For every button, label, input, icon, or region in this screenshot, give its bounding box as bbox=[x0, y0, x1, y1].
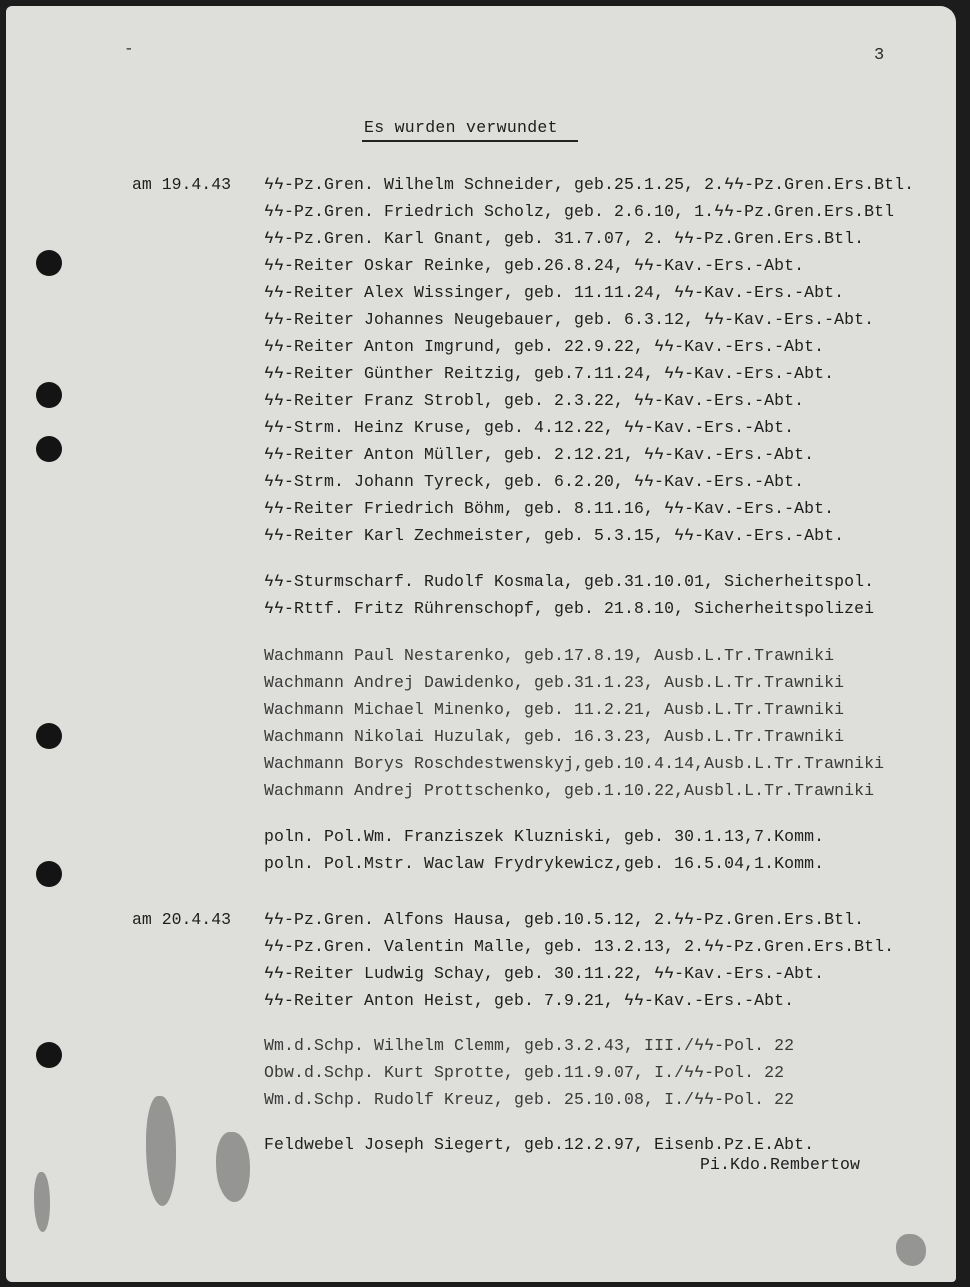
stain bbox=[146, 1096, 176, 1206]
list-item: ϟϟ-Sturmscharf. Rudolf Kosmala, geb.31.10.01, Sicherheitspol. bbox=[264, 572, 875, 591]
punch-hole bbox=[36, 1042, 62, 1068]
corner-mark: - bbox=[124, 40, 134, 58]
list-item: ϟϟ-Reiter Johannes Neugebauer, geb. 6.3.12, ϟϟ-Kav.-Ers.-Abt. bbox=[264, 310, 875, 329]
list-item: ϟϟ-Reiter Anton Imgrund, geb. 22.9.22, ϟϟ-Kav.-Ers.-Abt. bbox=[264, 337, 825, 356]
stain bbox=[896, 1234, 926, 1266]
list-item: ϟϟ-Pz.Gren. Wilhelm Schneider, geb.25.1.25, 2.ϟϟ-Pz.Gren.Ers.Btl. bbox=[264, 175, 915, 194]
list-item: ϟϟ-Reiter Ludwig Schay, geb. 30.11.22, ϟϟ-Kav.-Ers.-Abt. bbox=[264, 964, 825, 983]
list-item: Feldwebel Joseph Siegert, geb.12.2.97, Eisenb.Pz.E.Abt. bbox=[264, 1135, 815, 1154]
list-item: Wachmann Andrej Prottschenko, geb.1.10.22,Ausbl.L.Tr.Trawniki bbox=[264, 781, 875, 800]
list-item: ϟϟ-Pz.Gren. Friedrich Scholz, geb. 2.6.10, 1.ϟϟ-Pz.Gren.Ers.Btl bbox=[264, 202, 895, 221]
list-item: ϟϟ-Reiter Anton Müller, geb. 2.12.21, ϟϟ-Kav.-Ers.-Abt. bbox=[264, 445, 815, 464]
list-item: Wm.d.Schp. Rudolf Kreuz, geb. 25.10.08, I./ϟϟ-Pol. 22 bbox=[264, 1090, 795, 1109]
list-item: ϟϟ-Reiter Alex Wissinger, geb. 11.11.24, ϟϟ-Kav.-Ers.-Abt. bbox=[264, 283, 845, 302]
list-item: Wachmann Paul Nestarenko, geb.17.8.19, Ausb.L.Tr.Trawniki bbox=[264, 646, 835, 665]
punch-hole bbox=[36, 250, 62, 276]
punch-hole bbox=[36, 861, 62, 887]
list-item: ϟϟ-Reiter Günther Reitzig, geb.7.11.24, ϟϟ-Kav.-Ers.-Abt. bbox=[264, 364, 835, 383]
list-item: ϟϟ-Strm. Johann Tyreck, geb. 6.2.20, ϟϟ-Kav.-Ers.-Abt. bbox=[264, 472, 805, 491]
list-item-continuation: Pi.Kdo.Rembertow bbox=[700, 1155, 861, 1174]
list-item: poln. Pol.Wm. Franziszek Kluzniski, geb. 30.1.13,7.Komm. bbox=[264, 827, 825, 846]
list-item: Wachmann Nikolai Huzulak, geb. 16.3.23, Ausb.L.Tr.Trawniki bbox=[264, 727, 845, 746]
list-item: ϟϟ-Pz.Gren. Alfons Hausa, geb.10.5.12, 2.ϟϟ-Pz.Gren.Ers.Btl. bbox=[264, 910, 865, 929]
punch-hole bbox=[36, 723, 62, 749]
list-item: Wachmann Borys Roschdestwenskyj,geb.10.4.14,Ausb.L.Tr.Trawniki bbox=[264, 754, 885, 773]
date-label: am 20.4.43 bbox=[132, 910, 232, 929]
list-item: Wachmann Andrej Dawidenko, geb.31.1.23, Ausb.L.Tr.Trawniki bbox=[264, 673, 845, 692]
stain bbox=[216, 1132, 250, 1202]
list-item: ϟϟ-Pz.Gren. Valentin Malle, geb. 13.2.13, 2.ϟϟ-Pz.Gren.Ers.Btl. bbox=[264, 937, 895, 956]
list-item: ϟϟ-Pz.Gren. Karl Gnant, geb. 31.7.07, 2. ϟϟ-Pz.Gren.Ers.Btl. bbox=[264, 229, 865, 248]
list-item: ϟϟ-Reiter Karl Zechmeister, geb. 5.3.15, ϟϟ-Kav.-Ers.-Abt. bbox=[264, 526, 845, 545]
list-item: Wm.d.Schp. Wilhelm Clemm, geb.3.2.43, III./ϟϟ-Pol. 22 bbox=[264, 1036, 795, 1055]
list-item: ϟϟ-Rttf. Fritz Rührenschopf, geb. 21.8.10, Sicherheitspolizei bbox=[264, 599, 875, 618]
list-item: ϟϟ-Reiter Anton Heist, geb. 7.9.21, ϟϟ-Kav.-Ers.-Abt. bbox=[264, 991, 795, 1010]
punch-hole bbox=[36, 382, 62, 408]
page-number: 3 bbox=[874, 46, 885, 65]
list-item: ϟϟ-Reiter Friedrich Böhm, geb. 8.11.16, ϟϟ-Kav.-Ers.-Abt. bbox=[264, 499, 835, 518]
punch-hole bbox=[36, 436, 62, 462]
date-label: am 19.4.43 bbox=[132, 175, 232, 194]
stain bbox=[34, 1172, 50, 1232]
list-item: poln. Pol.Mstr. Waclaw Frydrykewicz,geb. 16.5.04,1.Komm. bbox=[264, 854, 825, 873]
list-item: ϟϟ-Strm. Heinz Kruse, geb. 4.12.22, ϟϟ-Kav.-Ers.-Abt. bbox=[264, 418, 795, 437]
document-title: Es wurden verwundet bbox=[364, 118, 558, 137]
title-underline bbox=[362, 140, 578, 142]
list-item: ϟϟ-Reiter Oskar Reinke, geb.26.8.24, ϟϟ-Kav.-Ers.-Abt. bbox=[264, 256, 805, 275]
list-item: Obw.d.Schp. Kurt Sprotte, geb.11.9.07, I./ϟϟ-Pol. 22 bbox=[264, 1063, 785, 1082]
document-page bbox=[6, 6, 956, 1282]
list-item: Wachmann Michael Minenko, geb. 11.2.21, Ausb.L.Tr.Trawniki bbox=[264, 700, 845, 719]
list-item: ϟϟ-Reiter Franz Strobl, geb. 2.3.22, ϟϟ-Kav.-Ers.-Abt. bbox=[264, 391, 805, 410]
